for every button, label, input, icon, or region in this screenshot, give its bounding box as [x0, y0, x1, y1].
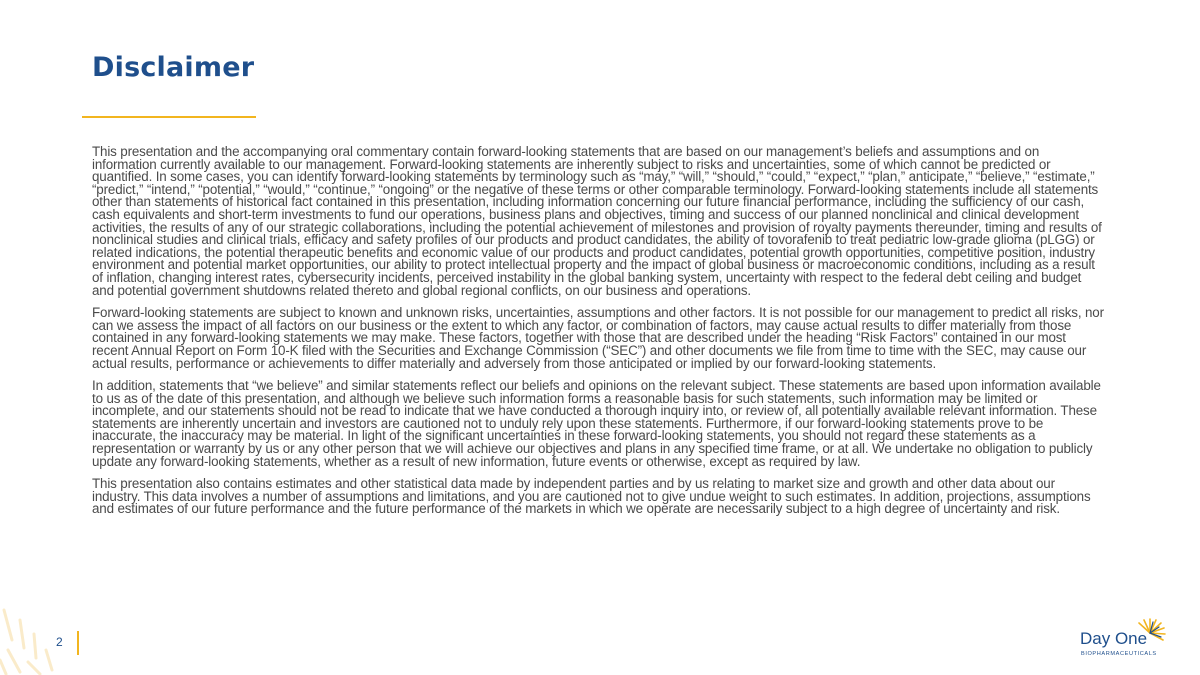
page-title: Disclaimer: [92, 52, 255, 83]
sunburst-icon: [1134, 617, 1166, 649]
paragraph-3: In addition, statements that “we believe” and similar statements reflect our beliefs and opinions on the relevant subject. These statements are based upon information available to us as of the date of this presentation, and although we believe such information forms a reasonable basis for such statements, such information may be limited or incomplete, and our statements should not be read to indicate that we have conducted a thorough inquiry into, or review of, all potentially available relevant information. These statements are inherently uncertain and investors are cautioned not to unduly rely upon these statements. Furthermore, if our forward-looking statements prove to be inaccurate, the inaccuracy may be material. In light of the significant uncertainties in these forward-looking statements, you should not regard these statements as a representation or warranty by us or any other person that we will achieve our objectives and plans in any specified time frame, or at all. We undertake no obligation to publicly update any forward-looking statements, whether as a result of new information, future events or otherwise, except as required by law.: [92, 378, 1101, 469]
paragraph-2: Forward-looking statements are subject to known and unknown risks, uncertainties, assumptions and other factors. It is not possible for our management to predict all risks, nor can we assess the impact of all factors on our business or the extent to which any factor, or combination of factors, may cause actual results to differ materially from those contained in any forward-looking statements we may make. These factors, together with those that are described under the heading “Risk Factors” contained in our most recent Annual Report on Form 10-K filed with the Securities and Exchange Commission (“SEC”) and other documents we file from time to time with the SEC, may cause our actual results, performance or achievements to differ materially and adversely from those anticipated or implied by our forward-looking statements.: [92, 305, 1104, 371]
page-number-divider: [77, 631, 79, 655]
page-number: 2: [56, 635, 63, 649]
title-underline: [82, 116, 256, 118]
logo-name: Day One: [1080, 629, 1148, 648]
company-logo: [1080, 617, 1170, 661]
logo-subtitle: BIOPHARMACEUTICALS: [1081, 651, 1157, 657]
decorative-rays-icon: [0, 590, 70, 675]
paragraph-1: This presentation and the accompanying oral commentary contain forward-looking statements that are based on our management’s beliefs and assumptions and on information currently available to our management. Forward-looking statements are inherently subject to risks and uncertainties, some of which cannot be predicted or quantified. In some cases, you can identify forward-looking statements by terminology such as “may,” “will,” “should,” “could,” “expect,” “plan,” anticipate,” “believe,” “estimate,” “predict,” “intend,” “potential,” “would,” “continue,” “ongoing” or the negative of these terms or other comparable terminology. Forward-looking statements include all statements other than statements of historical fact contained in this presentation, including information concerning our future financial performance, including the sufficiency of our cash, cash equivalents and short-term investments to fund our operations, business plans and objectives, timing and success of our planned nonclinical and clinical development activities, the results of any of our strategic collaborations, including the potential achievement of milestones and provision of royalty payments thereunder, timing and results of nonclinical studies and clinical trials, efficacy and safety profiles of our products and product candidates, the ability of tovorafenib to treat pediatric low-grade glioma (pLGG) or related indications, the potential therapeutic benefits and economic value of our products and product candidates, potential growth opportunities, competitive position, industry environment and potential market opportunities, our ability to protect intellectual property and the impact of global business or macroeconomic conditions, including as a result of inflation, changing interest rates, cybersecurity incidents, perceived instability in the global banking system, uncertainty with respect to the federal debt ceiling and budget and potential government shutdowns related thereto and global regional conflicts, on our business and operations.: [92, 144, 1102, 298]
disclaimer-body: [92, 146, 1105, 526]
paragraph-4: This presentation also contains estimates and other statistical data made by independent parties and by us relating to market size and growth and other data about our industry. This data involves a number of assumptions and limitations, and you are cautioned not to give undue weight to such estimates. In addition, projections, assumptions and estimates of our future performance and the future performance of the markets in which we operate are necessarily subject to a high degree of uncertainty and risk.: [92, 476, 1091, 517]
